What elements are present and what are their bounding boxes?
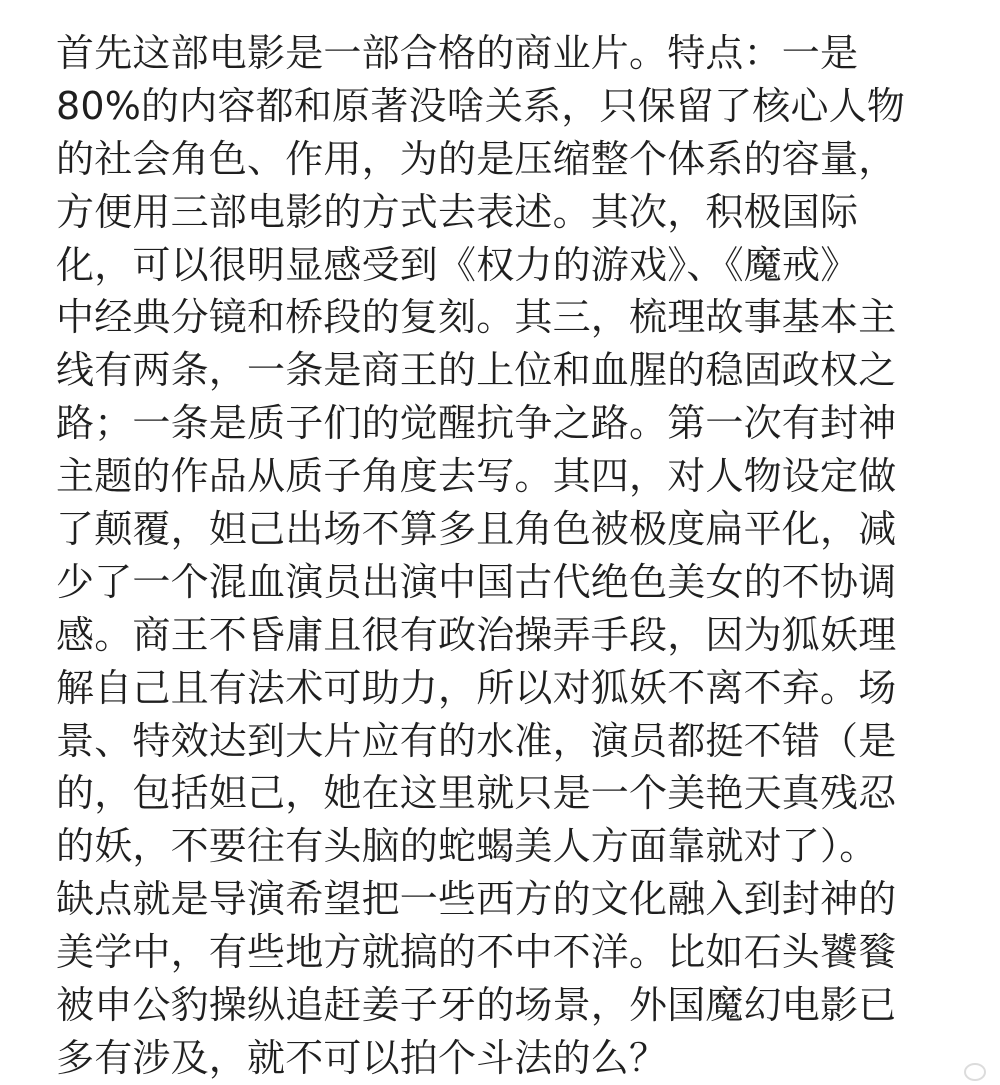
text-line: 80%的内容都和原著没啥关系，只保留了核心人物 xyxy=(56,83,906,128)
text-line: 景、特效达到大片应有的水准，演员都挺不错（是 xyxy=(56,718,897,763)
text-line: 了颠覆，妲己出场不算多且角色被极度扁平化，减 xyxy=(56,507,897,552)
text-line: 线有两条，一条是商王的上位和血腥的稳固政权之 xyxy=(56,348,897,393)
text-line: 缺点就是导演希望把一些西方的文化融入到封神的 xyxy=(56,877,897,922)
weibo-logo-icon xyxy=(964,1063,986,1081)
text-line: 方便用三部电影的方式去表述。其次，积极国际 xyxy=(56,189,859,234)
text-line: 路；一条是质子们的觉醒抗争之路。第一次有封神 xyxy=(56,401,897,446)
text-line: 化，可以很明显感受到《权力的游戏》、《魔戒》 xyxy=(56,242,859,287)
text-line: 中经典分镜和桥段的复刻。其三，梳理故事基本主 xyxy=(56,295,897,340)
text-line: 少了一个混血演员出演中国古代绝色美女的不协调 xyxy=(56,559,897,604)
text-line: 美学中，有些地方就搞的不中不洋。比如石头饕餮 xyxy=(56,930,897,975)
text-line: 的，包括妲己，她在这里就只是一个美艳天真残忍 xyxy=(56,771,897,816)
text-line: 的妖，不要往有头脑的蛇蝎美人方面靠就对了）。 xyxy=(56,824,878,869)
text-line: 的社会角色、作用，为的是压缩整个体系的容量， xyxy=(56,136,897,181)
text-line: 被申公豹操纵追赶姜子牙的场景，外国魔幻电影已 xyxy=(56,983,897,1028)
text-line: 解自己且有法术可助力，所以对狐妖不离不弃。场 xyxy=(56,665,897,710)
post-text xyxy=(56,27,956,1085)
text-line: 主题的作品从质子角度去写。其四，对人物设定做 xyxy=(56,454,897,499)
text-line: 多有涉及，就不可以拍个斗法的么？ xyxy=(56,1035,668,1080)
text-line: 首先这部电影是一部合格的商业片。特点：一是 xyxy=(56,31,859,75)
text-line: 感。商王不昏庸且很有政治操弄手段，因为狐妖理 xyxy=(56,612,897,657)
watermark xyxy=(964,1063,986,1081)
